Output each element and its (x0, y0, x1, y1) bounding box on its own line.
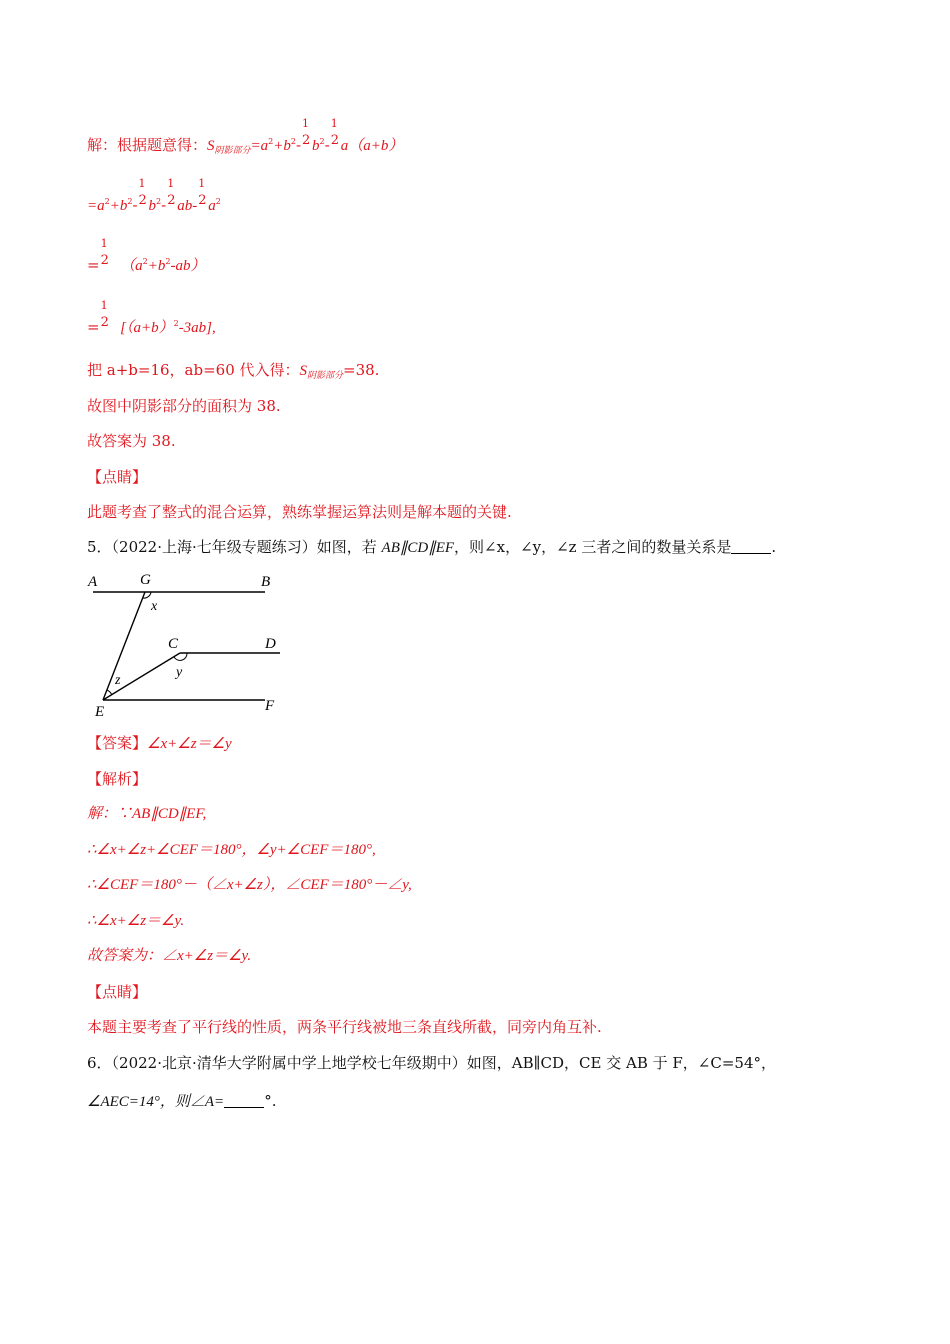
label-A: A (88, 574, 98, 590)
angle-y-arc (174, 653, 187, 660)
analysis-line-4: ∴∠x+∠z＝∠y. (87, 913, 185, 929)
dianjing-heading-2: 【点睛】 (87, 983, 148, 1001)
answer-blank (731, 539, 771, 554)
shadow-subscript: 阴影部分 (214, 146, 251, 156)
parallel-lines-figure (85, 568, 285, 720)
answer-5: 【答案】∠x+∠z＝∠y (87, 734, 232, 752)
analysis-line-2: ∴∠x+∠z+∠CEF＝180°，∠y+∠CEF＝180°, (87, 842, 376, 858)
area-conclusion: 故图中阴影部分的面积为 38. (87, 397, 281, 415)
fraction-half: 1 2 (330, 117, 339, 148)
label-C: C (168, 636, 179, 652)
question-5: 5．（2022·上海·七年级专题练习）如图，若 AB∥CD∥EF，则∠x，∠y，∠z 三者之间的数量关系是 . (87, 538, 777, 556)
analysis-line-5: 故答案为：∠x+∠z＝∠y. (87, 948, 252, 964)
label-z: z (115, 673, 121, 688)
label-y: y (176, 665, 183, 680)
solution-line-4: = 1 2 $[(a+b)^2-3ab]$, (87, 299, 216, 336)
label-B: B (261, 574, 271, 590)
solution-line-1: 解：根据题意得：$S_{阴影部分}=a^2+b^2-$ 1 2 $b^2-$ 1 2 a（a+b） (87, 117, 404, 156)
answer-blank (224, 1093, 264, 1108)
angle-z-arc (107, 690, 112, 695)
dianjing-heading: 【点睛】 (87, 468, 148, 486)
analysis-heading: 【解析】 (87, 770, 148, 788)
label-F: F (265, 698, 275, 714)
fraction-half: 1 2 (167, 177, 176, 208)
fraction-half: 1 2 (100, 299, 109, 330)
fraction-half: 1 2 (138, 177, 147, 208)
solution-line-3: = 1 2 $(a^2+b^2-ab)$ (87, 237, 206, 274)
question-6-line-1: 6．（2022·北京·清华大学附属中学上地学校七年级期中）如图，AB∥CD，CE 交 AB 于 F，∠C=54°， (87, 1054, 777, 1072)
fraction-half: 1 2 (302, 117, 311, 148)
label-D: D (265, 636, 276, 652)
label-x: x (151, 599, 158, 614)
substitution-line: 把 a+b=16，ab=60 代入得：$S_{阴影部分}=38$. (87, 361, 380, 381)
fraction-half: 1 2 (198, 177, 207, 208)
analysis-line-3: ∴∠CEF＝180°－（∠x+∠z），∠CEF＝180°－∠y, (87, 877, 412, 893)
dianjing-text: 此题考查了整式的混合运算，熟练掌握运算法则是解本题的关键. (87, 503, 512, 521)
question-6-line-2: ∠AEC=14°，则∠A= °. (87, 1092, 277, 1110)
fraction-half: 1 2 (100, 237, 109, 268)
label-G: G (140, 572, 151, 588)
answer-conclusion: 故答案为 38. (87, 432, 176, 450)
dianjing-text-2: 本题主要考查了平行线的性质，两条平行线被地三条直线所截，同旁内角互补. (87, 1018, 602, 1036)
label-E: E (95, 704, 105, 720)
solution-line-2: $=a^2+b^2-$ 1 2 $b^2-$ 1 2 ab- 1 2 $a^2$ (87, 177, 221, 214)
line-GE (103, 592, 145, 700)
analysis-line-1: 解：∵AB∥CD∥EF, (87, 806, 207, 822)
